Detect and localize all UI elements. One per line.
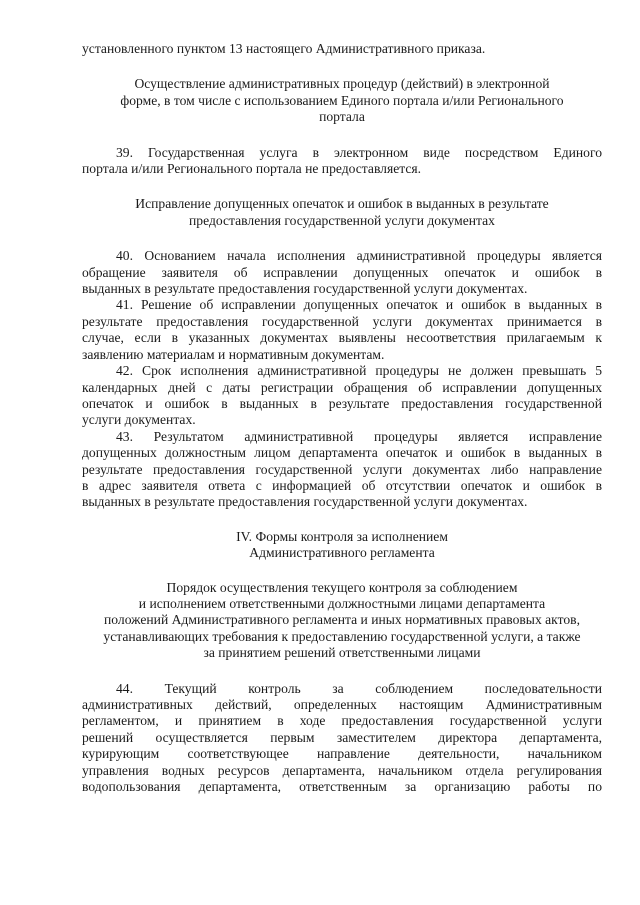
paragraph-line: заявлению материалам и нормативным документам.	[82, 346, 385, 362]
heading-line: устанавливающих требования к предоставлению государственной услуги, а также	[103, 628, 581, 644]
heading-line: Осуществление административных процедур (действий) в электронной	[134, 76, 550, 92]
heading-line: Исправление допущенных опечаток и ошибок в выданных в результате	[135, 196, 549, 212]
paragraph-line: 39. Государственная услуга в электронном виде посредством Единого	[116, 144, 602, 160]
paragraph-line: решений осуществляется первым заместителем директора департамента,	[82, 729, 602, 745]
heading-line: и исполнением ответственными должностными лицами департамента	[138, 595, 546, 611]
paragraph-line: водопользования департамента, ответственным за организацию работы по	[82, 779, 602, 795]
paragraph-line: 41. Решение об исправлении допущенных опечаток и ошибок в выданных в	[116, 297, 602, 313]
paragraph-line: результате предоставления государственной услуги документах принимается в	[82, 313, 602, 329]
paragraph-line: опечаток и ошибок в выданных в результате предоставления государственной	[82, 395, 602, 411]
paragraph-44	[82, 681, 602, 796]
paragraph-line: календарных дней с даты регистрации обращения об исправлении допущенных	[82, 379, 602, 395]
paragraph-line: результате предоставления государственной услуги документах либо направление	[82, 461, 602, 477]
heading-line: за принятием решений ответственными лицами	[203, 645, 481, 661]
paragraph-line: выданных в результате предоставления государственной услуги документах.	[82, 494, 528, 510]
paragraph-line: 42. Срок исполнения административной процедуры не должен превышать 5	[116, 363, 602, 379]
section-heading-control	[82, 580, 602, 662]
paragraph-line: 43. Результатом административной процедуры является исправление	[116, 428, 602, 444]
paragraph-line: регламентом, и принятием в ходе предоставления государственной услуги	[82, 713, 602, 729]
lead-line: установленного пунктом 13 настоящего Административного приказа.	[82, 41, 486, 56]
paragraph-line: допущенных должностным лицом департамента опечаток и ошибок в выданных в	[82, 445, 602, 461]
paragraph-39	[82, 145, 602, 178]
heading-line: портала	[319, 109, 365, 125]
section-heading-errors	[82, 196, 602, 229]
paragraph-line: 44. Текущий контроль за соблюдением последовательности	[116, 680, 602, 696]
section-heading-iv	[82, 529, 602, 562]
paragraph-line: портала и/или Регионального портала не предоставляется.	[82, 161, 422, 177]
heading-line: предоставления государственной услуги документах	[189, 212, 495, 228]
heading-line: Порядок осуществления текущего контроля за соблюдением	[166, 579, 518, 595]
paragraph-line: выданных в результате предоставления государственной услуги документах.	[82, 281, 528, 297]
paragraph-line: в адрес заявителя ответа с информацией об отсутствии опечаток и ошибок в	[82, 477, 602, 493]
heading-line: IV. Формы контроля за исполнением	[236, 528, 448, 544]
heading-line: положений Административного регламента и иных нормативных правовых актов,	[104, 612, 580, 628]
paragraph-line: 40. Основанием начала исполнения административной процедуры является	[116, 248, 602, 264]
paragraph-42	[82, 363, 602, 429]
paragraph-43	[82, 429, 602, 511]
paragraph-line: курирующим соответствующее направление деятельности, начальником	[82, 746, 602, 762]
paragraph-line: административных действий, определенных настоящим Административным	[82, 697, 602, 712]
paragraph-40	[82, 248, 602, 297]
section-heading-electronic	[82, 76, 602, 125]
paragraph-line: случае, если в указанных документах выявлены несоответствия прилагаемым к	[82, 330, 602, 346]
heading-line: форме, в том числе с использованием Единого портала и/или Регионального	[120, 92, 564, 108]
paragraph-line: управления водных ресурсов департамента, начальником отдела регулирования	[82, 762, 602, 778]
paragraph-line: обращение заявителя об исправлении допущенных опечаток и ошибок в	[82, 264, 602, 280]
heading-line: Административного регламента	[249, 545, 435, 561]
document-page	[82, 41, 602, 795]
paragraph-41	[82, 297, 602, 363]
paragraph-line: услуги документах.	[82, 412, 196, 428]
